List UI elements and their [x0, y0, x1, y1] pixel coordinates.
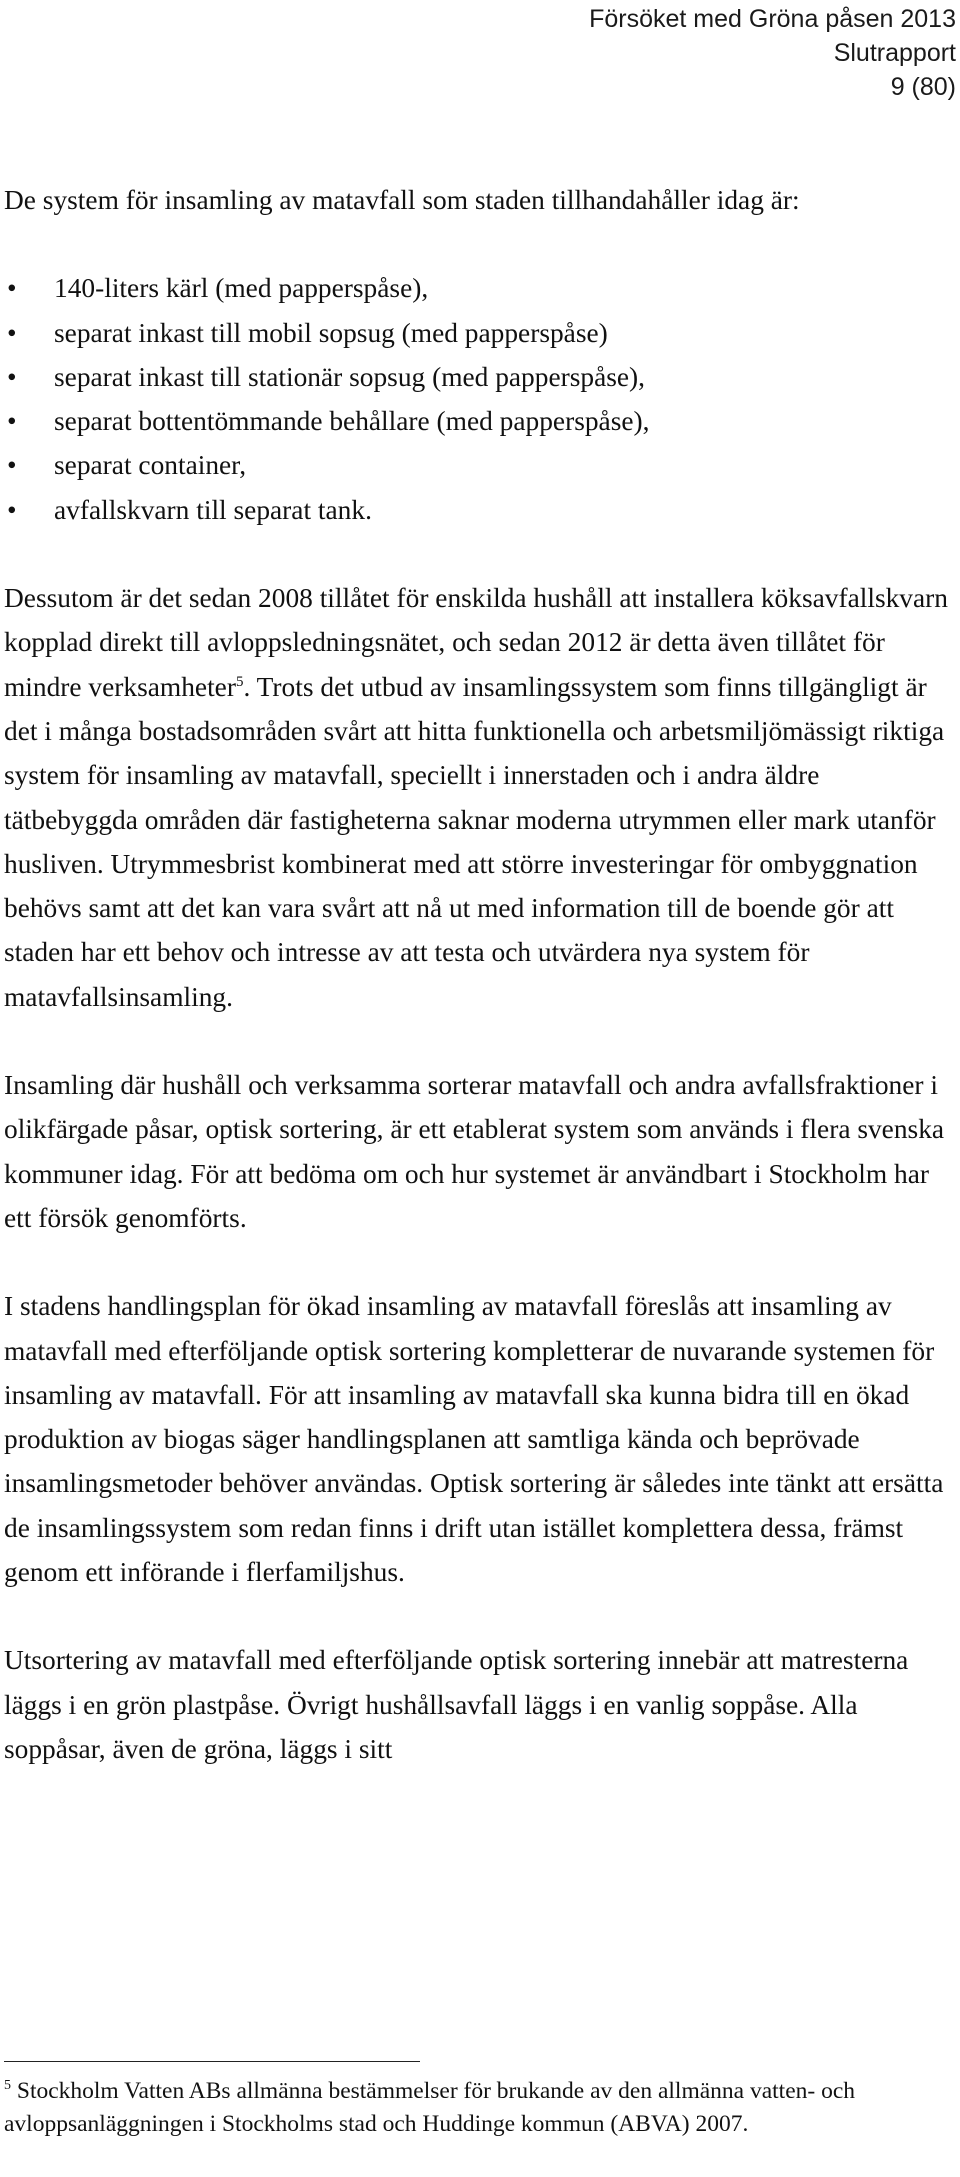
- list-item: • separat inkast till mobil sopsug (med papperspåse): [4, 311, 954, 355]
- bullet-icon: •: [7, 450, 17, 481]
- bullet-icon: •: [7, 494, 17, 525]
- list-item: • separat bottentömmande behållare (med papperspåse),: [4, 399, 954, 443]
- bullet-icon: •: [7, 317, 17, 348]
- footnote: [4, 2075, 954, 2141]
- document-title: Försöket med Gröna påsen 2013: [589, 5, 956, 33]
- list-item: • 140-liters kärl (med papperspåse),: [4, 266, 954, 310]
- paragraph-action-plan: I stadens handlingsplan för ökad insamling av matavfall föreslås att insamling av matavfall med efterföljande optisk sortering kompletterar de nuvarande systemen för insamling av matavfall. För att insamling av matavfall ska kunna bidra till en ökad produktion av biogas säger handlingsplanen att samtliga kända och beprövade insamlingsmetoder behöver användas. Optisk sortering är således inte tänkt att ersätta de insamlingssystem som redan finns i drift utan istället komplettera dessa, främst genom ett införande i flerfamiljshus.: [4, 1291, 944, 1588]
- paragraph-kitchen-grinders: Dessutom är det sedan 2008 tillåtet för enskilda hushåll att installera köksavfallskvarn kopplad direkt till avloppsledningsnätet, och sedan 2012 är detta även tillåtet för mindre verksamheter$^5$. Trots det utbud av insamlingssystem som finns tillgängligt är det i många bostadsområden svårt att hitta funktionella och arbetsmiljömässigt riktiga system för insamling av matavfall, speciellt i innerstaden och i andra äldre tätbebyggda områden där fastigheterna saknar moderna utrymmen eller mark utanför husliven. Utrymmesbrist kombinerat med att större investeringar för ombyggnation behövs samt att det kan vara svårt att nå ut med information till de boende gör att staden har ett behov och intresse av att testa och utvärdera nya system för matavfallsinsamling.: [4, 583, 948, 1012]
- list-item: • avfallskvarn till separat tank.: [4, 488, 954, 532]
- body-content: [4, 178, 954, 1771]
- page-number: 9 (80): [890, 73, 956, 101]
- intro-paragraph: De system för insamling av matavfall som staden tillhandahåller idag är:: [4, 185, 800, 215]
- footnote-text: Stockholm Vatten ABs allmänna bestämmelser för brukande av den allmänna vatten- och avloppsanläggningen i Stockholms stad och Huddinge kommun (ABVA) 2007.: [4, 2078, 856, 2137]
- footnote-divider: [4, 2061, 420, 2062]
- footnote-number: 5: [4, 2078, 11, 2094]
- footnote-reference[interactable]: 5: [235, 673, 244, 690]
- list-item: • separat container,: [4, 443, 954, 487]
- bullet-icon: •: [7, 406, 17, 437]
- bullet-icon: •: [7, 273, 17, 304]
- page-header: [589, 2, 956, 104]
- bullet-icon: •: [7, 361, 17, 392]
- document-subtitle: Slutrapport: [833, 39, 956, 67]
- collection-systems-list: [4, 266, 954, 532]
- paragraph-green-bag: Utsortering av matavfall med efterföljande optisk sortering innebär att matresterna läggs i en grön plastpåse. Övrigt hushållsavfall läggs i en vanlig soppåse. Alla soppåsar, även de gröna, läggs i sitt: [4, 1645, 909, 1764]
- paragraph-optical-sorting: Insamling där hushåll och verksamma sorterar matavfall och andra avfallsfraktioner i olikfärgade påsar, optisk sortering, är ett etablerat system som används i flera svenska kommuner idag. För att bedöma om och hur systemet är användbart i Stockholm har ett försök genomförts.: [4, 1070, 945, 1233]
- list-item: • separat inkast till stationär sopsug (med papperspåse),: [4, 355, 954, 399]
